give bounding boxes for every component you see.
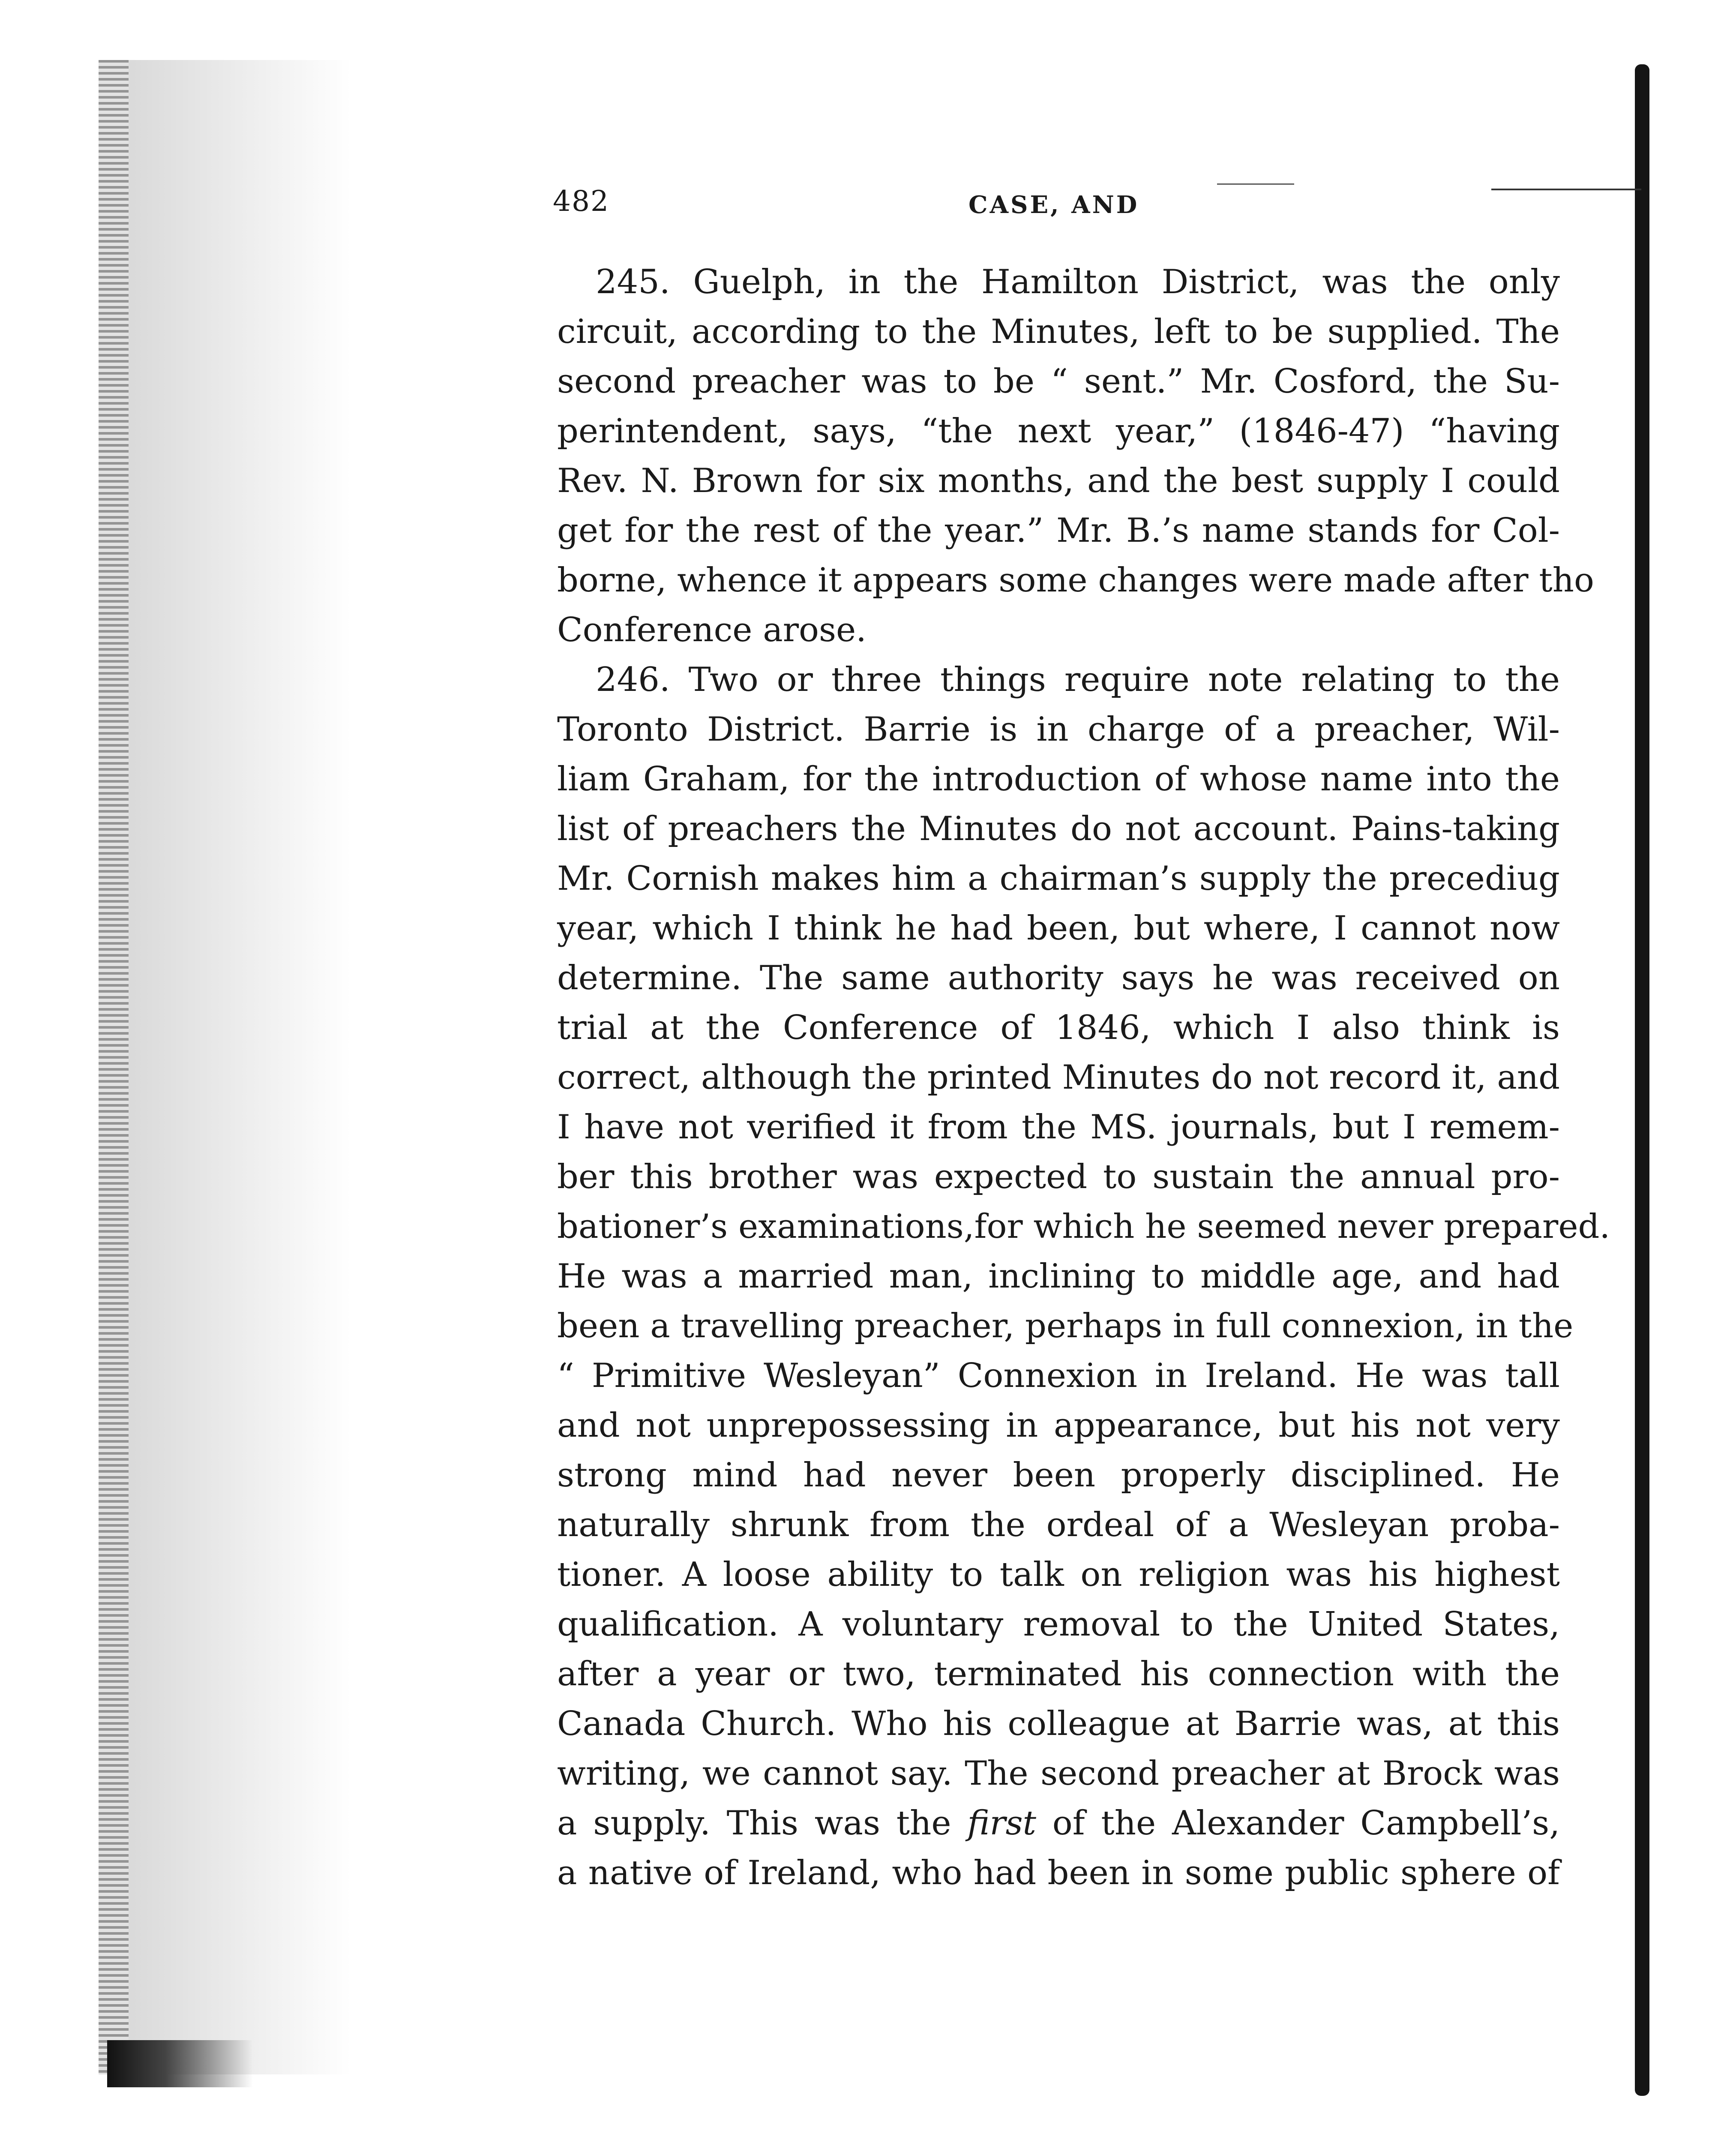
text-line: second preacher was to be “ sent.” Mr. Cosford, the Su- (557, 362, 1560, 401)
text-line: Rev. N. Brown for six months, and the best supply I could (557, 462, 1560, 500)
text-segment: a supply. This was the (557, 1804, 968, 1843)
text-line: tioner. A loose ability to talk on religion was his highest (557, 1555, 1560, 1594)
scan-shadow-left-fade (129, 60, 351, 2074)
text-line: writing, we cannot say. The second preacher at Brock was (557, 1754, 1560, 1793)
text-line: trial at the Conference of 1846, which I also think is (557, 1008, 1560, 1047)
text-line: correct, although the printed Minutes do not record it, and (557, 1058, 1560, 1097)
text-line: I have not verified it from the MS. journals, but I remem- (557, 1108, 1560, 1147)
page-header (553, 180, 1564, 231)
text-line: after a year or two, terminated his connection with the (557, 1655, 1560, 1693)
text-line: 246. Two or three things require note relating to the (596, 660, 1560, 699)
text-line (557, 1798, 1560, 1848)
text-line: circuit, according to the Minutes, left to be supplied. The (557, 312, 1560, 351)
text-line: and not unprepossessing in appearance, but his not very (557, 1406, 1560, 1445)
text-line: ber this brother was expected to sustain the annual pro- (557, 1158, 1560, 1196)
page-number: 482 (553, 185, 609, 218)
text-line: Mr. Cornish makes him a chairman’s supply the precediug (557, 859, 1560, 898)
text-line: Conference arose. (557, 611, 867, 649)
text-segment: of the Alexander Campbell’s, (1036, 1804, 1560, 1843)
text-line: strong mind had never been properly disciplined. He (557, 1456, 1560, 1495)
body-text (557, 257, 1610, 2092)
scan-shadow-left-bottom (107, 2040, 253, 2087)
text-line: determine. The same authority says he was received on (557, 959, 1560, 997)
text-line: qualification. A voluntary removal to the United States, (557, 1605, 1560, 1644)
text-line: get for the rest of the year.” Mr. B.’s name stands for Col- (557, 511, 1560, 550)
binding-edge-right (1635, 64, 1649, 2096)
text-line: naturally shrunk from the ordeal of a Wesleyan proba- (557, 1506, 1560, 1544)
text-line: borne, whence it appears some changes were made after tho (557, 561, 1594, 600)
text-line: He was a married man, inclining to middle age, and had (557, 1257, 1560, 1296)
text-line: list of preachers the Minutes do not account. Pains-taking (557, 810, 1560, 848)
text-line: Toronto District. Barrie is in charge of a preacher, Wil- (557, 710, 1560, 749)
running-head: CASE, AND (968, 191, 1139, 219)
text-line: liam Graham, for the introduction of whose name into the (557, 760, 1560, 798)
text-line: year, which I think he had been, but where, I cannot now (557, 909, 1560, 948)
text-line: perintendent, says, “the next year,” (1846-47) “having (557, 412, 1560, 450)
scan-shadow-left (99, 60, 129, 2074)
emphasis-italic: first (967, 1804, 1037, 1843)
text-line: bationer’s examinations,for which he seemed never prepared. (557, 1207, 1610, 1246)
text-line: been a travelling preacher, perhaps in full connexion, in the (557, 1307, 1574, 1345)
text-line: a native of Ireland, who had been in some public sphere of (557, 1854, 1560, 1892)
text-line: Canada Church. Who his colleague at Barrie was, at this (557, 1705, 1560, 1743)
text-line: 245. Guelph, in the Hamilton District, was the only (596, 263, 1560, 301)
text-line: “ Primitive Wesleyan” Connexion in Ireland. He was tall (557, 1357, 1560, 1395)
